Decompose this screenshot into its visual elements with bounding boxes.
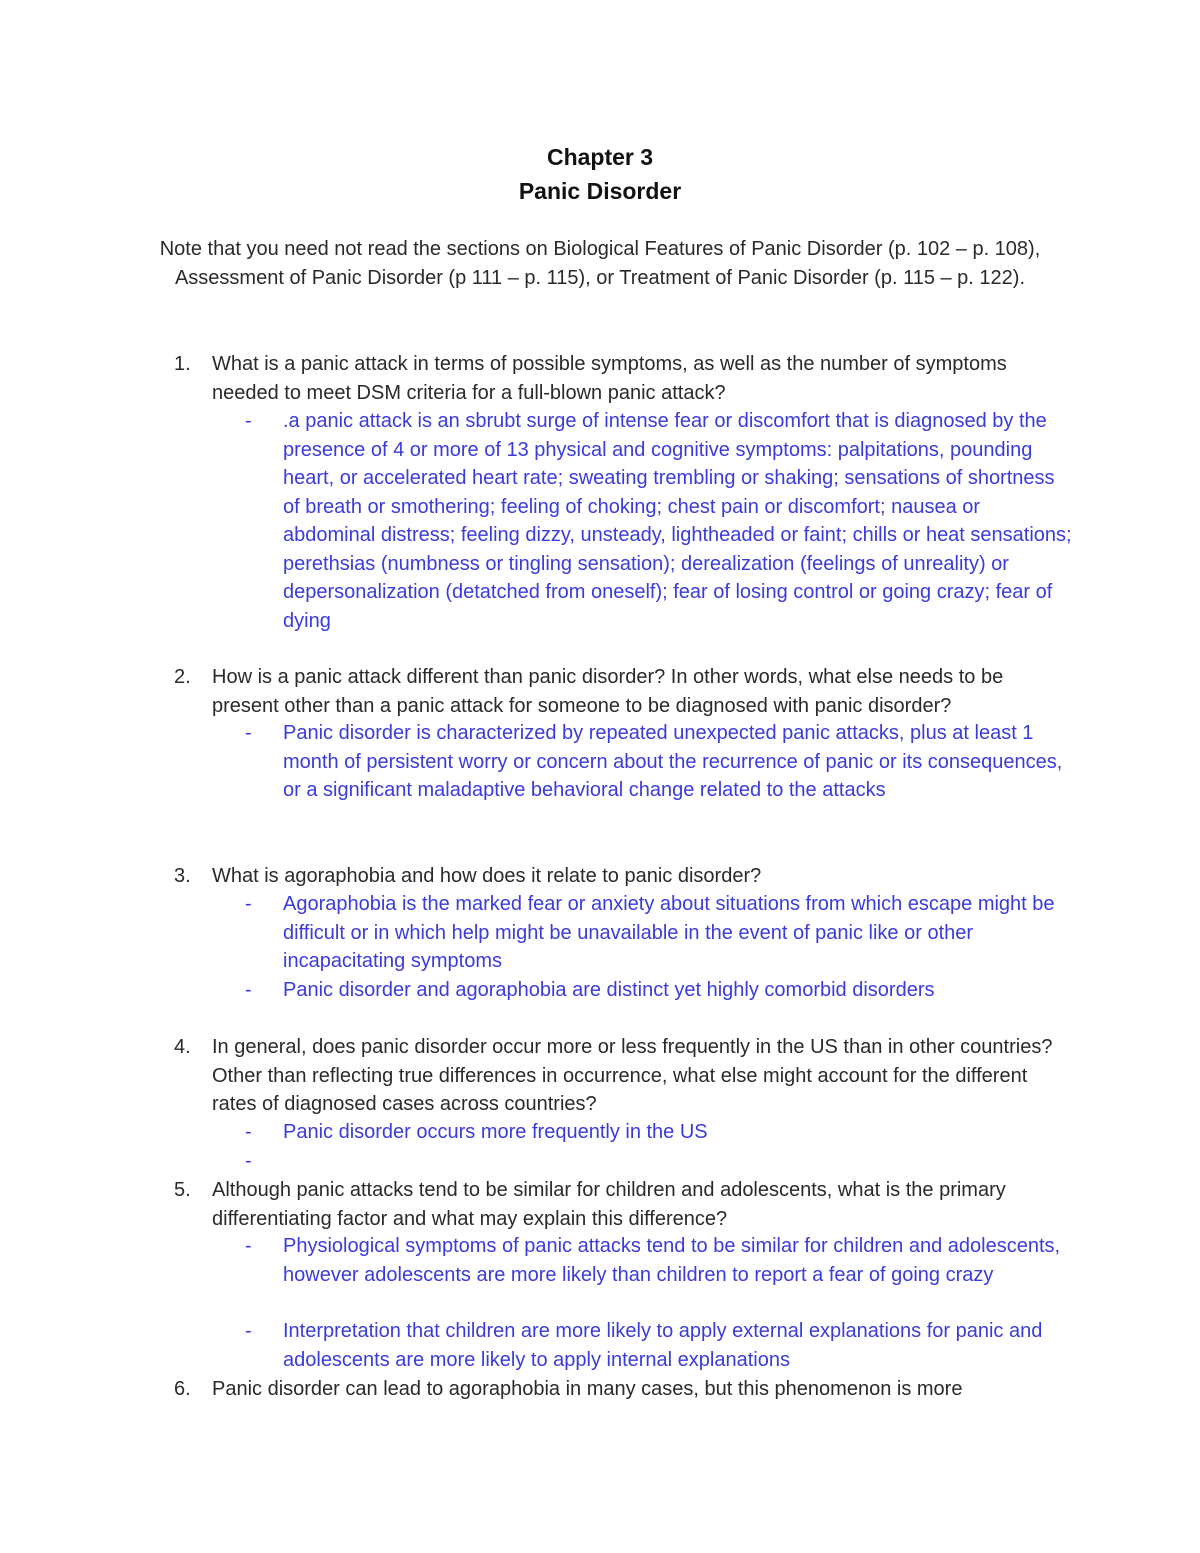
question-number: 5. — [174, 1179, 191, 1201]
question-text: Although panic attacks tend to be similar for children and adolescents, what is the primary differentiating factor and what may explain this difference? — [212, 1179, 1006, 1230]
answer-2-1 — [245, 719, 1073, 805]
question-text: In general, does panic disorder occur more or less frequently in the US than in other countries? Other than reflecting true differences in occurrence, what else might account for the different rates of diagnosed cases across countries? — [212, 1036, 1053, 1115]
question-text: What is agoraphobia and how does it relate to panic disorder? — [212, 865, 762, 887]
question-number: 3. — [174, 865, 191, 887]
answer-5-2 — [245, 1317, 1073, 1374]
bullet-dash: - — [245, 1150, 252, 1172]
question-text: How is a panic attack different than panic disorder? In other words, what else needs to be present other than a panic attack for someone to be diagnosed with panic disorder? — [212, 666, 1004, 717]
answer-text: Physiological symptoms of panic attacks tend to be similar for children and adolescents, however adolescents are more likely than children to report a fear of going crazy — [283, 1235, 1061, 1286]
answer-3-1 — [245, 890, 1073, 976]
bullet-dash: - — [245, 893, 252, 915]
answer-text: .a panic attack is an sbrubt surge of intense fear or discomfort that is diagnosed by the presence of 4 or more of 13 physical and cognitive symptoms: palpitations, pounding heart, or accelerated heart rate; sweating trembling or shaking; sensations of shortness of breath or smothering; feeling of choking; chest pain or discomfort; nausea or abdominal distress; feeling dizzy, unsteady, lightheaded or faint; chills or heat sensations; perethsias (numbness or tingling sensation); derealization (feelings of unreality) or depersonalization (detatched from oneself); fear of losing control or going crazy; fear of dying — [283, 410, 1072, 632]
answer-3-2 — [245, 976, 1073, 1005]
reading-note: Note that you need not read the sections on Biological Features of Panic Disorder (p. 102 – p. 108), Assessment of Panic Disorder (p 111 – p. 115), or Treatment of Panic Disorder (p. 115 – p. 122). — [159, 238, 1041, 289]
bullet-dash: - — [245, 1235, 252, 1257]
question-number: 2. — [174, 666, 191, 688]
bullet-dash: - — [245, 979, 252, 1001]
answer-text: Agoraphobia is the marked fear or anxiety about situations from which escape might be difficult or in which help might be unavailable in the event of panic like or other incapacitating symptoms — [283, 893, 1055, 972]
answer-text: Panic disorder and agoraphobia are distinct yet highly comorbid disorders — [283, 979, 935, 1001]
question-number: 6. — [174, 1378, 191, 1400]
answer-text: Interpretation that children are more likely to apply external explanations for panic and adolescents are more likely to apply internal explanations — [283, 1320, 1043, 1371]
answer-text: Panic disorder is characterized by repeated unexpected panic attacks, plus at least 1 month of persistent worry or concern about the recurrence of panic or its consequences, or a significant maladaptive behavioral change related to the attacks — [283, 722, 1063, 801]
question-number: 1. — [174, 353, 191, 375]
question-number: 4. — [174, 1036, 191, 1058]
answer-5-1 — [245, 1232, 1073, 1289]
bullet-dash: - — [245, 410, 252, 432]
bullet-dash: - — [245, 1320, 252, 1342]
question-4 — [174, 1033, 1072, 1119]
chapter-subtitle: Panic Disorder — [518, 178, 682, 204]
question-6 — [174, 1375, 1072, 1404]
answer-4-1 — [245, 1118, 1073, 1147]
answer-text: Panic disorder occurs more frequently in the US — [283, 1121, 708, 1143]
question-3 — [174, 862, 1072, 891]
bullet-dash: - — [245, 722, 252, 744]
bullet-dash: - — [245, 1121, 252, 1143]
chapter-title: Chapter 3 — [546, 144, 654, 170]
question-text: Panic disorder can lead to agoraphobia in many cases, but this phenomenon is more — [212, 1378, 963, 1400]
question-1 — [174, 350, 1072, 407]
question-2 — [174, 663, 1072, 720]
question-text: What is a panic attack in terms of possible symptoms, as well as the number of symptoms needed to meet DSM criteria for a full-blown panic attack? — [212, 353, 1007, 404]
question-5 — [174, 1176, 1072, 1233]
answer-1-1 — [245, 407, 1073, 635]
